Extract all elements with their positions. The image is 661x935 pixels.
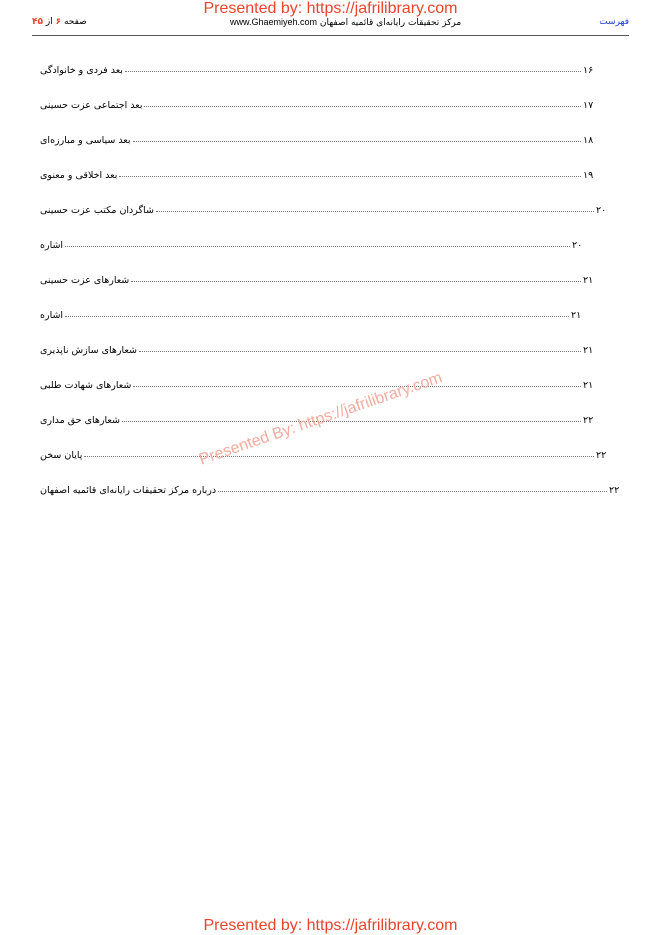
toc-title: شعارهای شهادت طلبی xyxy=(40,380,132,391)
toc-title: شاگردان مکتب عزت حسینی xyxy=(40,205,154,216)
watermark-diagonal: Presented By: https://jafrilibrary.com xyxy=(197,369,445,469)
page-number: ۶ xyxy=(55,17,62,27)
toc-leader xyxy=(119,175,581,177)
toc-leader xyxy=(131,280,581,282)
toc-leader xyxy=(122,420,581,422)
page-word: صفحه xyxy=(63,17,87,27)
toc-title: بعد اخلاقی و معنوی xyxy=(40,170,118,181)
toc-leader xyxy=(133,140,581,142)
toc-title: درباره مرکز تحقیقات رایانه‌ای قائمیه اصفهان xyxy=(40,485,217,496)
page-header xyxy=(32,15,629,36)
toc-page: ۲۰ xyxy=(596,205,607,216)
toc-page: ۲۲ xyxy=(583,415,594,426)
toc-page: ۱۶ xyxy=(583,65,594,76)
toc-title: شعارهای عزت حسینی xyxy=(40,275,130,286)
toc-entry[interactable] xyxy=(38,163,597,181)
toc-page: ۲۰ xyxy=(572,240,583,251)
toc-title: شعارهای سازش ناپذیری xyxy=(40,345,137,356)
toc-leader xyxy=(84,455,594,457)
toc-leader xyxy=(65,315,569,317)
toc-leader xyxy=(125,70,581,72)
toc-leader xyxy=(133,385,581,387)
toc-page: ۱۸ xyxy=(583,135,594,146)
of-word: از xyxy=(45,17,53,27)
toc-title: اشاره xyxy=(40,240,64,251)
toc-title: بعد اجتماعی عزت حسینی xyxy=(40,100,143,111)
header-center xyxy=(230,17,461,28)
toc-entry[interactable] xyxy=(38,478,623,496)
toc-page: ۲۲ xyxy=(609,485,620,496)
toc-entry[interactable] xyxy=(38,198,610,216)
toc-leader xyxy=(156,210,594,212)
toc-leader xyxy=(144,105,581,107)
toc-entry[interactable] xyxy=(38,58,597,76)
toc-page: ۲۱ xyxy=(583,380,594,391)
toc-title: اشاره xyxy=(40,310,64,321)
toc-leader xyxy=(218,490,607,492)
toc-title: شعارهای حق مداری xyxy=(40,415,120,426)
toc-entry[interactable] xyxy=(38,233,586,251)
toc-page: ۱۷ xyxy=(583,100,594,111)
toc-entry[interactable] xyxy=(38,373,597,391)
toc-entry[interactable] xyxy=(38,338,597,356)
toc-entry[interactable] xyxy=(38,93,597,111)
toc-entry[interactable] xyxy=(38,443,610,461)
watermark-bottom: Presented by: https://jafrilibrary.com xyxy=(203,917,458,934)
toc-entry[interactable] xyxy=(38,303,585,321)
toc-page: ۲۲ xyxy=(596,450,607,461)
page-indicator xyxy=(32,17,87,27)
toc-title: بعد سیاسی و مبارزه‌ای xyxy=(40,135,131,146)
page-total: ۴۵ xyxy=(32,17,43,27)
toc-entry[interactable] xyxy=(38,268,597,286)
toc-entry[interactable] xyxy=(38,128,597,146)
watermark-top: Presented by: https://jafrilibrary.com xyxy=(203,0,458,17)
toc-title: پایان سخن xyxy=(40,450,83,461)
site-link[interactable]: www.Ghaemiyeh.com xyxy=(230,17,318,27)
section-title[interactable]: فهرست xyxy=(599,17,629,27)
toc-page: ۱۹ xyxy=(583,170,594,181)
toc-page: ۲۱ xyxy=(583,345,594,356)
toc-title: بعد فردی و خانوادگی xyxy=(40,65,123,76)
toc-page: ۲۱ xyxy=(571,310,582,321)
toc-page: ۲۱ xyxy=(583,275,594,286)
toc-leader xyxy=(139,350,581,352)
toc-leader xyxy=(65,245,570,247)
center-name: مرکز تحقیقات رایانه‌ای قائمیه اصفهان xyxy=(319,18,462,28)
